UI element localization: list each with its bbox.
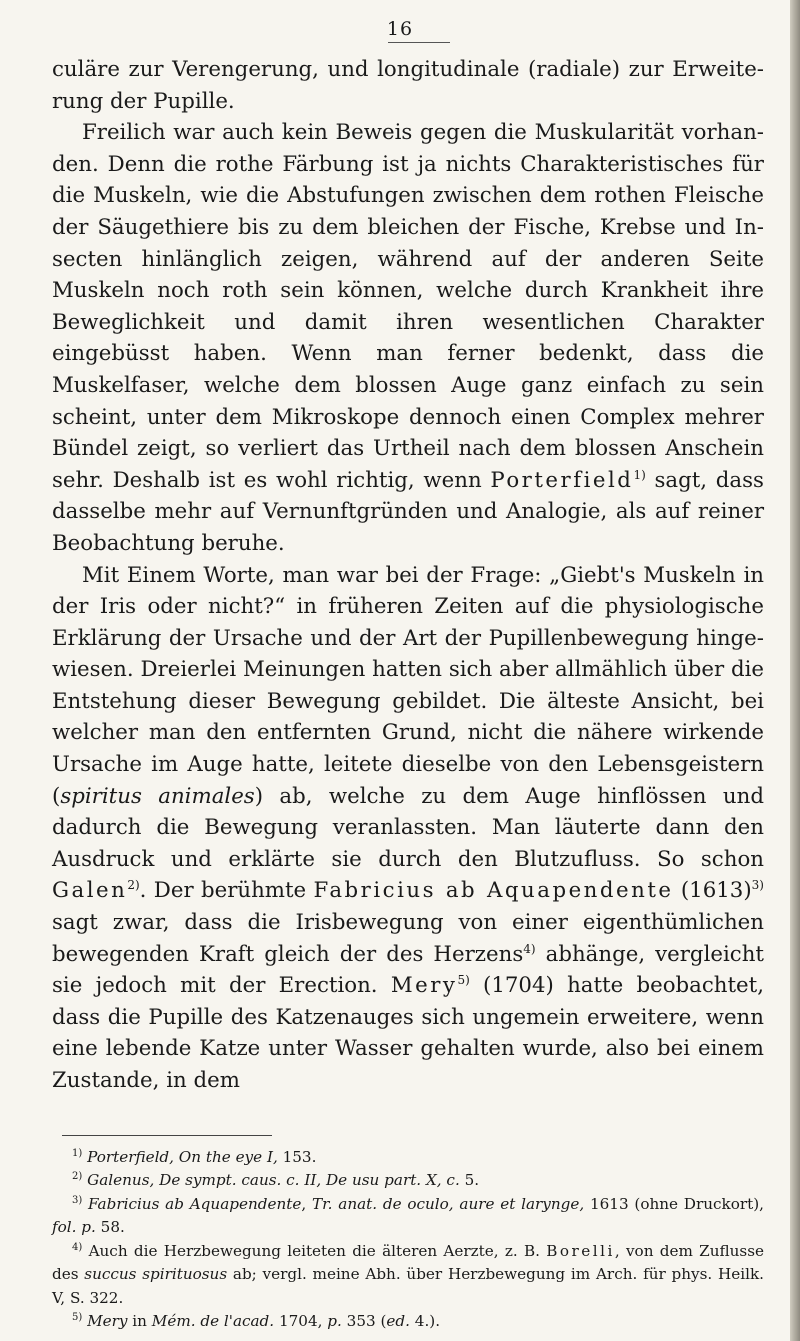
- footnote-ref-3[interactable]: 3): [751, 878, 764, 893]
- page-number: 16: [386, 18, 414, 40]
- footnote-1: [52, 1146, 764, 1170]
- footnote-ref-5[interactable]: 5): [457, 973, 470, 988]
- latin-term-succus: succus spirituosus: [84, 1265, 228, 1284]
- paragraph-2-text-b: sagt, dass dasselbe mehr auf Vernunftgründen und Analogie, als auf reiner Beobachtung beruhe.: [52, 467, 764, 556]
- body-text: [52, 54, 764, 1097]
- footnote-ref-1[interactable]: 1): [633, 467, 646, 482]
- footnote-3-sep: ,: [301, 1194, 312, 1213]
- paragraph-3: [52, 560, 764, 1097]
- author-name-borelli: Borelli: [546, 1241, 615, 1260]
- paragraph-2-text-a: Freilich war auch kein Beweis gegen die Muskularität vorhanden. Denn die rothe Färbung ist ja nichts Charakteristisches für die Muskeln, wie die Abstufungen zwischen dem rothen Fleische der Säugethiere bis zu dem bleichen der Fische, Krebse und Insecten hinlänglich zeigen, während auf der anderen Seite Muskeln noch roth sein können, welche durch Krankheit ihre Beweglichkeit und damit ihren wesentlichen Charakter eingebüsst haben. Wenn man ferner bedenkt, dass die Muskelfaser, welche dem blossen Auge ganz einfach zu sein scheint, unter dem Mikroskope dennoch einen Complex mehrer Bündel zeigt, so verliert das Urtheil nach dem blossen Anschein sehr. Deshalb ist es wohl richtig, wenn: [52, 120, 764, 493]
- footnote-2: [52, 1169, 764, 1193]
- footnote-1-page: 153.: [277, 1147, 317, 1166]
- footnote-mark: 2): [72, 1171, 83, 1183]
- author-name-galen: Galen: [52, 878, 128, 904]
- footnote-5-p: p.: [327, 1312, 342, 1331]
- paragraph-2: [52, 117, 764, 559]
- footnote-3-author: Fabricius ab Aquapendente: [88, 1194, 302, 1213]
- footnote-4-text-a: Auch die Herzbewegung leiteten die älteren Aerzte, z. B.: [88, 1241, 547, 1260]
- author-name-porterfield: Porterfield: [490, 467, 634, 493]
- paragraph-1: culäre zur Verengerung, und longitudinale (radiale) zur Erweiterung der Pupille.: [52, 57, 764, 114]
- footnote-5-page: 353 (: [341, 1312, 387, 1331]
- footnote-3-page: 58.: [95, 1218, 125, 1237]
- paragraph-3-text-g: (1704) hatte beobachtet, dass die Pupille des Katzenauges sich ungemein erweitere, wenn eine lebende Katze unter Wasser gehalten wurde, also bei einem Zustande, in dem: [52, 973, 764, 1093]
- footnote-5-title: Mém. de l'acad.: [151, 1312, 275, 1331]
- footnotes: [52, 1146, 764, 1334]
- footnote-mark: 1): [72, 1147, 83, 1159]
- footnote-5-edition: 4.).: [409, 1312, 441, 1331]
- header-rule: [388, 42, 450, 43]
- footnote-2-page: 5.: [459, 1171, 480, 1190]
- footnote-3: [52, 1193, 764, 1240]
- paragraph-3-text-f: abhänge, vergleicht sie jedoch mit der Erection.: [52, 941, 764, 999]
- footnote-rule: [62, 1135, 272, 1136]
- author-name-fabricius: Fabricius ab Aquapendente: [313, 878, 674, 904]
- footnote-5-ed: ed.: [386, 1312, 410, 1331]
- footnote-mark: 3): [72, 1194, 83, 1206]
- footnote-1-citation: Porterfield, On the eye I,: [87, 1147, 278, 1166]
- paragraph-3-text-d: (1613): [673, 878, 752, 904]
- paragraph-3-text-a: Mit Einem Worte, man war bei der Frage: „Giebt's Muskeln in der Iris oder nicht?“ in früheren Zeiten auf die physiologische Erklärung der Ursache und der Art der Pupillenbewegung hingewiesen. Dreierlei Meinungen hatten sich aber allmählich über die Entstehung dieser Bewegung gebildet. Die älteste Ansicht, bei welcher man den entfernten Grund, nicht die nähere wirkende Ursache im Auge hatte, leitete dieselbe von den Lebensgeistern (: [52, 562, 764, 809]
- footnote-ref-4[interactable]: 4): [523, 941, 536, 956]
- paragraph-3-text-e: sagt zwar, dass die Irisbewegung von einer eigenthümlichen bewegenden Kraft gleich der des Herzens: [52, 910, 764, 967]
- latin-term-spiritus: spiritus animales: [60, 783, 255, 809]
- footnote-5-author: Mery: [87, 1312, 128, 1331]
- footnote-5: [52, 1310, 764, 1334]
- footnote-5-sep: in: [127, 1312, 152, 1331]
- footnote-4-text-c: ab; vergl. meine Abh. über Herzbewegung im Arch. für phys. Heilk. V, S. 322.: [52, 1265, 764, 1307]
- footnote-mark: 5): [72, 1312, 83, 1324]
- footnote-mark: 4): [72, 1241, 83, 1253]
- author-name-mery: Mery: [390, 973, 458, 999]
- footnote-ref-2[interactable]: 2): [127, 878, 140, 893]
- paragraph-3-text-c: . Der berühmte: [139, 878, 307, 904]
- footnote-3-year: 1613 (ohne Druckort),: [584, 1194, 764, 1213]
- footnote-3-title: Tr. anat. de oculo, aure et larynge,: [311, 1194, 585, 1213]
- footnote-4: [52, 1240, 764, 1311]
- footnote-2-citation: Galenus, De sympt. caus. c. II, De usu part. X, c.: [87, 1171, 460, 1190]
- footnote-3-format: fol. p.: [52, 1218, 96, 1237]
- footnote-4-text-b: , von dem Zuflusse des: [52, 1241, 765, 1284]
- footnote-5-year: 1704,: [274, 1312, 328, 1331]
- paragraph-3-text-b: ) ab, welche zu dem Auge hinflössen und dadurch die Bewegung veranlassten. Man läuterte dann den Ausdruck und erklärte sie durch den Blutzufluss. So schon: [52, 783, 764, 872]
